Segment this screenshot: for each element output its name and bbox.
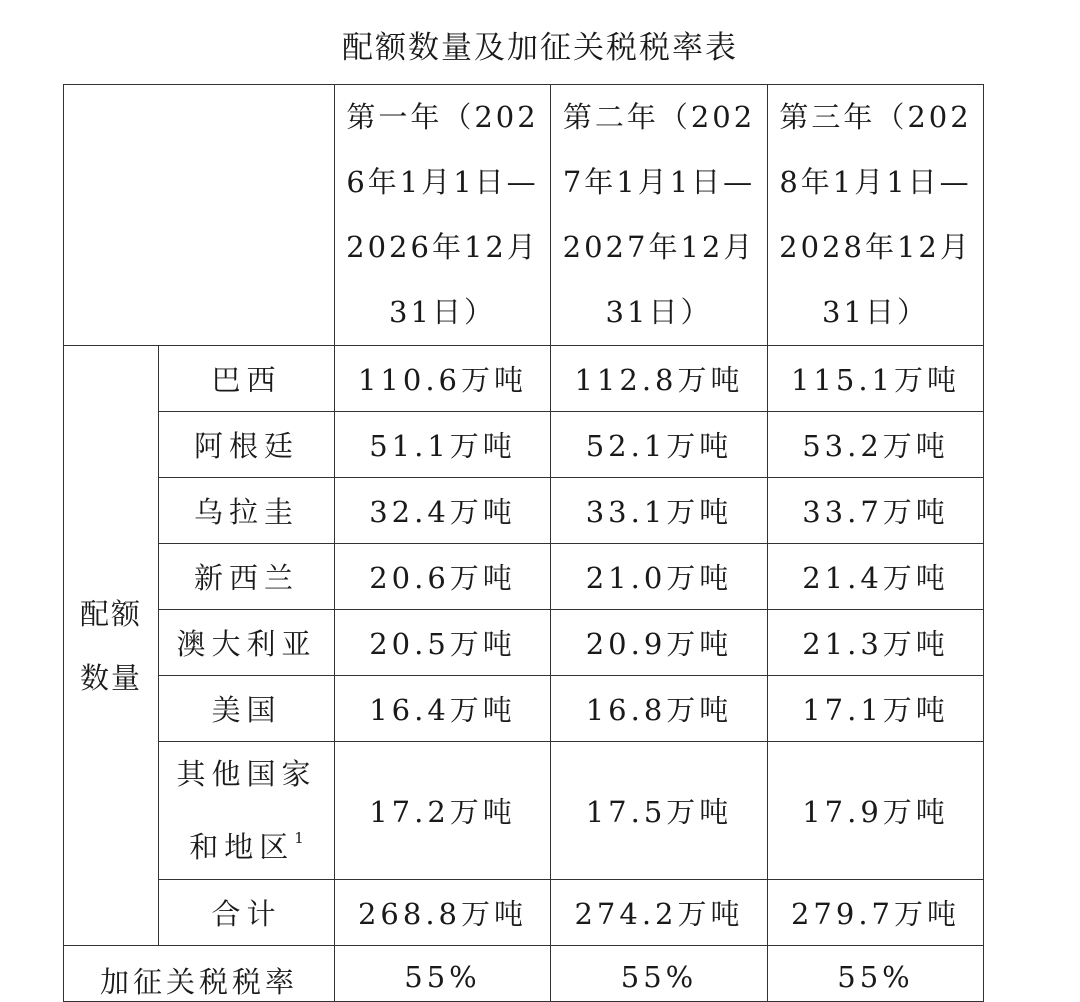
header-row	[64, 85, 984, 346]
country-cell: 美国	[159, 676, 335, 742]
quota-group-label	[64, 346, 159, 946]
footnote-marker: 1	[294, 829, 304, 847]
quota-cell: 115.1万吨	[768, 346, 984, 412]
quota-cell: 16.8万吨	[551, 676, 768, 742]
total-label: 合计	[159, 880, 335, 946]
quota-cell: 112.8万吨	[551, 346, 768, 412]
table-row	[64, 676, 984, 742]
tariff-cell: 55%	[551, 946, 768, 1002]
tariff-row	[64, 946, 984, 1002]
tariff-cell: 55%	[768, 946, 984, 1002]
quota-cell: 53.2万吨	[768, 412, 984, 478]
total-row	[64, 880, 984, 946]
country-cell-other	[159, 742, 335, 880]
country-cell: 乌拉圭	[159, 478, 335, 544]
quota-cell: 21.3万吨	[768, 610, 984, 676]
quota-cell: 21.0万吨	[551, 544, 768, 610]
quota-cell: 20.6万吨	[335, 544, 551, 610]
table-row	[64, 610, 984, 676]
quota-group-text: 配额数量	[79, 596, 142, 695]
country-cell: 巴西	[159, 346, 335, 412]
period-header-year2: 第二年（2027年1月1日—2027年12月31日）	[551, 85, 768, 346]
quota-cell: 20.9万吨	[551, 610, 768, 676]
table-row	[64, 544, 984, 610]
quota-cell: 17.9万吨	[768, 742, 984, 880]
quota-cell: 32.4万吨	[335, 478, 551, 544]
country-other-label: 其他国家和地区	[176, 757, 317, 864]
table-row	[64, 742, 984, 880]
quota-cell: 16.4万吨	[335, 676, 551, 742]
tariff-cell: 55%	[335, 946, 551, 1002]
quota-cell: 110.6万吨	[335, 346, 551, 412]
quota-cell: 33.1万吨	[551, 478, 768, 544]
quota-cell: 17.5万吨	[551, 742, 768, 880]
table-row	[64, 346, 984, 412]
period-header-year1: 第一年（2026年1月1日—2026年12月31日）	[335, 85, 551, 346]
quota-cell: 33.7万吨	[768, 478, 984, 544]
table-row	[64, 478, 984, 544]
header-blank-cell	[64, 85, 335, 346]
tariff-label: 加征关税税率	[64, 946, 335, 1002]
country-cell: 阿根廷	[159, 412, 335, 478]
quota-cell: 51.1万吨	[335, 412, 551, 478]
country-cell: 澳大利亚	[159, 610, 335, 676]
table-row	[64, 412, 984, 478]
quota-cell: 17.2万吨	[335, 742, 551, 880]
table-title: 配额数量及加征关税税率表	[342, 30, 738, 66]
total-cell: 279.7万吨	[768, 880, 984, 946]
country-cell: 新西兰	[159, 544, 335, 610]
quota-cell: 52.1万吨	[551, 412, 768, 478]
quota-tariff-table	[63, 84, 984, 1002]
total-cell: 274.2万吨	[551, 880, 768, 946]
period-header-year3: 第三年（2028年1月1日—2028年12月31日）	[768, 85, 984, 346]
quota-cell: 20.5万吨	[335, 610, 551, 676]
quota-cell: 17.1万吨	[768, 676, 984, 742]
total-cell: 268.8万吨	[335, 880, 551, 946]
quota-cell: 21.4万吨	[768, 544, 984, 610]
